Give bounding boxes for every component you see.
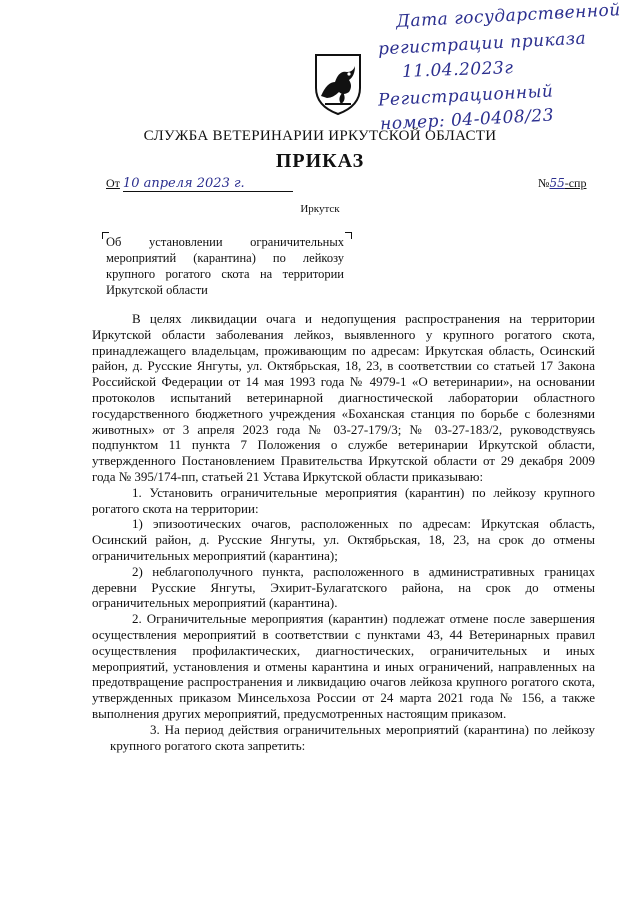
subject-corner-right [345,232,352,239]
coat-of-arms-icon [313,52,363,116]
paragraph-preamble: В целях ликвидации очага и недопущения распространения на территории Иркутской области заболевания лейкоз, выявленного у крупного рогатого скота, принадлежащего владельцам, проживающим по адресам: Иркутская область, Осинский район, д. Русские Янгуты, ул. Октябрьская, 18, 23, в соответствии со статьей 17 Закона Российской Федерации от 14 мая 1993 года № 4979-1 «О ветеринарии», на основании протоколов испытаний ветеринарной диагностической лаборатории областного государственного бюджетного учреждения «Боханская станция по борьбе с болезнями животных» от 3 апреля 2023 года № 03-27-179/3; № 03-27-183/2, руководствуясь подпунктом 11 пункта 7 Положения о службе ветеринарии Иркутской области, утвержденного Постановлением Правительства Иркутской области от 29 декабря 2009 года № 395/174-пп, статьей 21 Устава Иркутской области приказываю: [92,311,595,484]
date-line [106,176,293,192]
order-number [538,176,586,191]
date-prefix: От [106,176,120,190]
order-subject: Об установлении ограничительных мероприятий (карантина) по лейкозу крупного рогатого скота на территории Иркутской области [106,235,344,297]
handwritten-note-line-3: 11.04.2023г [401,58,514,82]
date-handwritten: 10 апреля 2023 г. [123,176,293,192]
city: Иркутск [300,203,340,215]
number-prefix: № [538,176,550,190]
handwritten-note-line-4: Регистрационный [377,81,554,111]
paragraph-item-1-1: 1) эпизоотических очагов, расположенных по адресам: Иркутская область, Осинский район, д. Русские Янгуты, ул. Октябрьская, 18, 23, на срок до отмены ограничительных мероприятий (карантина); [92,516,595,563]
paragraph-item-2: 2. Ограничительные мероприятия (карантин) подлежат отмене после завершения осуществления мероприятий в соответствии с пунктами 43, 44 Ветеринарных правил осуществления профилактических, диагностических, ограничительных и иных мероприятий, установления и отмены карантина и иных ограничений, направленных на предотвращение распространения и ликвидацию очагов лейкоза крупного рогатого скота, утвержденных приказом Минсельхоза России от 24 марта 2021 года № 156, а также выполнения других мероприятий, предусмотренных настоящим приказом. [92,611,595,721]
number-handwritten: 55 [549,176,565,190]
paragraph-item-1: 1. Установить ограничительные мероприятия (карантин) по лейкозу крупного рогатого скота на территории: [92,484,595,516]
order-body [92,311,595,753]
handwritten-note-line-5: номер: 04-0408/23 [379,105,555,135]
number-suffix: -спр [564,176,587,190]
organization-name: СЛУЖБА ВЕТЕРИНАРИИ ИРКУТСКОЙ ОБЛАСТИ [143,128,497,144]
paragraph-item-3: 3. На период действия ограничительных мероприятий (карантина) по лейкозу крупного рогатого скота запретить: [110,721,595,753]
handwritten-note-line-1: Дата государственной [395,0,622,32]
handwritten-note-line-2: регистрации приказа [377,28,587,60]
paragraph-item-1-2: 2) неблагополучного пункта, расположенного в административных границах деревни Русские Янгуты, Эхирит-Булагатского района, на срок до отмены ограничительных мероприятий (карантина). [92,563,595,611]
document-type: ПРИКАЗ [275,150,365,172]
